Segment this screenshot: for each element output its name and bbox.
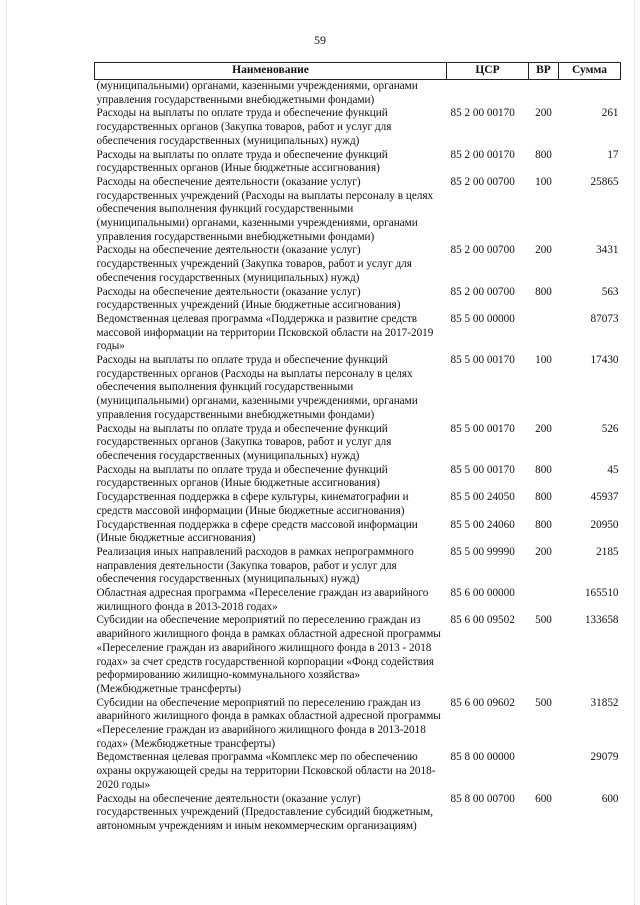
table-row [95, 313, 621, 354]
table-header-row [95, 63, 621, 80]
cell-vr: 800 [535, 285, 552, 298]
cell-name: Расходы на выплаты по оплате труда и обеспечение функций государственных органов (Закупка товаров, работ и услуг для обеспечения государственных (муниципальных) нужд) [96, 107, 392, 147]
table-row [95, 751, 621, 792]
cell-csr: 85 2 00 00700 [450, 285, 515, 298]
cell-name: Расходы на обеспечение деятельности (оказание услуг) государственных учреждений (Расходы на выплаты персоналу в целях обеспечения выполнения функций государственными (муниципальными) органами, казенными учреждениями, органами управления государственными внебюджетными фондами) [96, 175, 434, 243]
header-csr: ЦСР [447, 63, 529, 80]
cell-csr: 85 8 00 00700 [450, 792, 515, 805]
cell-sum: 45 [607, 463, 619, 476]
cell-sum: 133658 [584, 614, 619, 627]
cell-vr: 100 [535, 175, 552, 188]
table-row [95, 149, 621, 176]
cell-csr: 85 6 00 00000 [450, 587, 515, 600]
cell-vr: 800 [535, 518, 552, 531]
cell-name: Государственная поддержка в сфере средств массовой информации (Иные бюджетные ассигнования) [96, 518, 418, 545]
table-row [95, 546, 621, 587]
table-row [95, 587, 621, 614]
cell-name: Субсидии на обеспечение мероприятий по переселению граждан из аварийного жилищного фонда в рамках областной адресной программы «Переселение граждан из аварийного жилищного фонда в 2013-2018 годах» (Межбюджетные трансферты) [96, 696, 441, 750]
cell-csr: 85 6 00 09602 [450, 696, 515, 709]
cell-vr: 200 [535, 107, 552, 120]
cell-name: Ведомственная целевая программа «Поддержка и развитие средств массовой информации на территории Псковской области на 2017-2019 годы» [96, 312, 434, 353]
cell-csr: 85 2 00 00170 [450, 107, 515, 120]
cell-sum: 17430 [590, 354, 619, 367]
cell-vr: 200 [535, 244, 552, 257]
cell-vr [529, 80, 559, 108]
cell-name: Субсидии на обеспечение мероприятий по переселению граждан из аварийного жилищного фонда в рамках областной адресной программы «Переселение граждан из аварийного жилищного фонда в 2013 - 2018 годах» за счет средств государственной корпорации «Фонд содействия реформированию жилищно-коммунального хозяйства» (Межбюджетные трансферты) [96, 614, 441, 695]
table-row [95, 176, 621, 245]
table-row [95, 491, 621, 518]
cell-sum: 20950 [590, 518, 619, 531]
table-row [95, 286, 621, 313]
cell-csr: 85 2 00 00700 [450, 244, 515, 257]
cell-csr [447, 80, 529, 108]
cell-name: Расходы на обеспечение деятельности (оказание услуг) государственных учреждений (Иные бюджетные ассигнования) [96, 285, 401, 312]
cell-name: Расходы на выплаты по оплате труда и обеспечение функций государственных органов (Иные бюджетные ассигнования) [96, 463, 388, 490]
cell-vr [529, 587, 559, 614]
scan-edge-right [634, 0, 636, 905]
table-row [95, 107, 621, 148]
cell-sum: 563 [601, 285, 619, 298]
cell-sum [559, 80, 621, 108]
cell-csr: 85 5 00 24060 [450, 518, 515, 531]
cell-sum: 31852 [590, 696, 619, 709]
table-row [95, 244, 621, 285]
cell-csr: 85 5 00 00170 [450, 463, 515, 476]
cell-name: Расходы на обеспечение деятельности (оказание услуг) государственных учреждений (Предоставление субсидий бюджетным, автономным учреждениям и иным некоммерческим организациям) [96, 792, 434, 832]
cell-vr: 600 [535, 792, 552, 805]
cell-vr: 800 [535, 148, 552, 161]
cell-name: Расходы на выплаты по оплате труда и обеспечение функций государственных органов (Иные бюджетные ассигнования) [96, 148, 388, 175]
cell-csr: 85 5 00 00170 [450, 422, 515, 435]
table-row [95, 697, 621, 752]
cell-sum: 2185 [596, 545, 619, 558]
cell-vr: 500 [535, 696, 552, 709]
cell-name: Областная адресная программа «Переселение граждан из аварийного жилищного фонда в 2013-2018 годах» [96, 587, 429, 613]
cell-csr: 85 5 00 99990 [450, 545, 515, 558]
cell-sum: 261 [601, 107, 619, 120]
scan-edge-left [6, 0, 8, 905]
table-body [95, 80, 621, 834]
table-row [95, 519, 621, 546]
header-name: Наименование [95, 63, 447, 80]
cell-vr: 100 [535, 354, 552, 367]
cell-sum: 526 [601, 422, 619, 435]
cell-csr: 85 8 00 00000 [450, 751, 515, 764]
cell-csr: 85 5 00 00170 [450, 354, 515, 367]
cell-sum: 165510 [584, 587, 619, 600]
cell-vr [529, 313, 559, 354]
cell-csr: 85 5 00 00000 [450, 312, 515, 325]
cell-sum: 600 [601, 792, 619, 805]
table-row [95, 793, 621, 834]
cell-sum: 17 [607, 148, 619, 161]
cell-sum: 29079 [590, 751, 619, 764]
cell-vr: 800 [535, 463, 552, 476]
cell-vr: 200 [535, 422, 552, 435]
page-number: 59 [314, 33, 326, 47]
cell-sum: 45937 [590, 491, 619, 504]
cell-name: (муниципальными) органами, казенными учреждениями, органами управления государственными внебюджетными фондами) [96, 80, 418, 106]
cell-csr: 85 6 00 09502 [450, 614, 515, 627]
budget-table [94, 62, 621, 834]
cell-name: Ведомственная целевая программа «Комплекс мер по обеспечению охраны окружающей среды на территории Псковской области на 2018-2020 годы» [96, 751, 436, 791]
cell-csr: 85 2 00 00170 [450, 148, 515, 161]
cell-name: Расходы на выплаты по оплате труда и обеспечение функций государственных органов (Расходы на выплаты персоналу в целях обеспечения выполнения функций государственными (муниципальными) органами, казенными учреждениями, органами управления государственными внебюджетными фондами) [96, 354, 418, 421]
table-row [95, 354, 621, 423]
table-row [95, 614, 621, 696]
cell-vr: 200 [535, 545, 552, 558]
cell-name: Государственная поддержка в сфере культуры, кинематографии и средств массовой информации (Иные бюджетные ассигнования) [96, 491, 409, 517]
table-row [95, 464, 621, 491]
cell-sum: 3431 [596, 244, 619, 257]
cell-csr: 85 5 00 24050 [450, 491, 515, 504]
cell-name: Реализация иных направлений расходов в рамках непрограммного направления деятельности (Закупка товаров, работ и услуг для обеспечения государственных (муниципальных) нужд) [96, 545, 414, 586]
cell-csr: 85 2 00 00700 [450, 175, 515, 188]
cell-sum: 87073 [590, 312, 619, 325]
cell-name: Расходы на выплаты по оплате труда и обеспечение функций государственных органов (Закупка товаров, работ и услуг для обеспечения государственных (муниципальных) нужд) [96, 422, 392, 462]
cell-name: Расходы на обеспечение деятельности (оказание услуг) государственных учреждений (Закупка товаров, работ и услуг для обеспечения государственных (муниципальных) нужд) [96, 244, 412, 284]
cell-vr: 500 [535, 614, 552, 627]
header-vr: ВР [529, 63, 559, 80]
table-row [95, 423, 621, 464]
cell-sum: 25865 [590, 175, 619, 188]
table-row [95, 80, 621, 108]
cell-vr: 800 [535, 491, 552, 504]
cell-vr [529, 751, 559, 792]
header-sum: Сумма [559, 63, 621, 80]
